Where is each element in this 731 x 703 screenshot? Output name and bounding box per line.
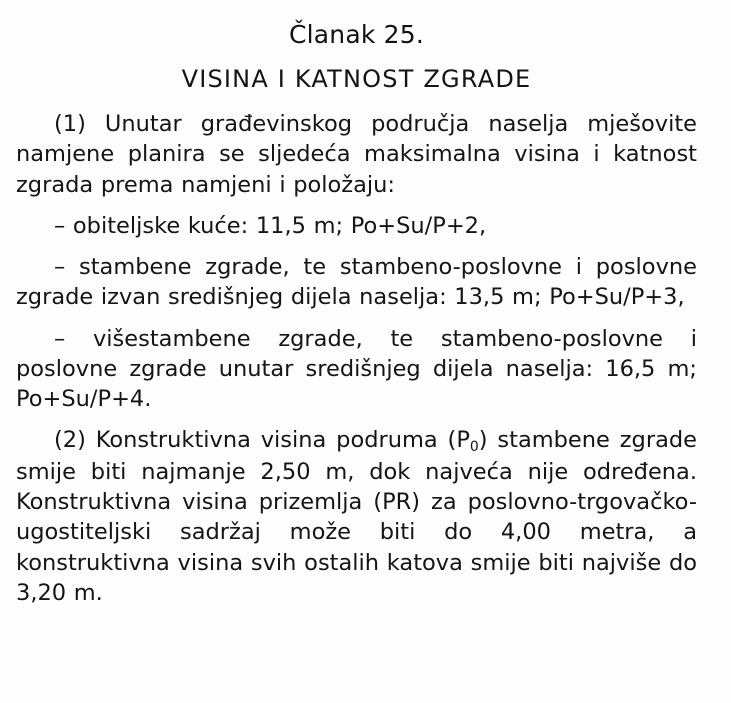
article-title: Članak 25.: [288, 20, 425, 49]
list-item-2: – stambene zgrade, te stambeno-poslovne i poslovne zgrade izvan središnjeg dijela naselja: 13,5 m; Po+Su/P+3,: [16, 254, 697, 311]
list-item-1: – obiteljske kuće: 11,5 m; Po+Su/P+2,: [54, 212, 487, 239]
paragraph-2: [16, 425, 697, 608]
paragraph-2-lead: (2) Konstruktivna visina podruma (P: [54, 427, 470, 454]
section-heading: VISINA I KATNOST ZGRADE: [181, 65, 532, 93]
paragraph-2-subscript: 0: [469, 439, 479, 456]
paragraph-1: (1) Unutar građevinskog područja naselja mješovite namjene planira se sljedeća maksimalna visina i katnost zgrada prema namjeni i položaju:: [16, 111, 697, 198]
list-item-3: – višestambene zgrade, te stambeno-poslovne i poslovne zgrade unutar središnjeg dijela naselja: 16,5 m; Po+Su/P+4.: [16, 325, 697, 412]
paragraph-2-rest: ) stambene zgrade smije biti najmanje 2,50 m, dok najveća nije određena. Konstruktivna visina prizemlja (PR) za poslovno-trgovačko-ugostiteljski sadržaj može biti do 4,00 metra, a konstruktivna visina svih ostalih katova smije biti najviše do 3,20 m.: [16, 427, 697, 606]
